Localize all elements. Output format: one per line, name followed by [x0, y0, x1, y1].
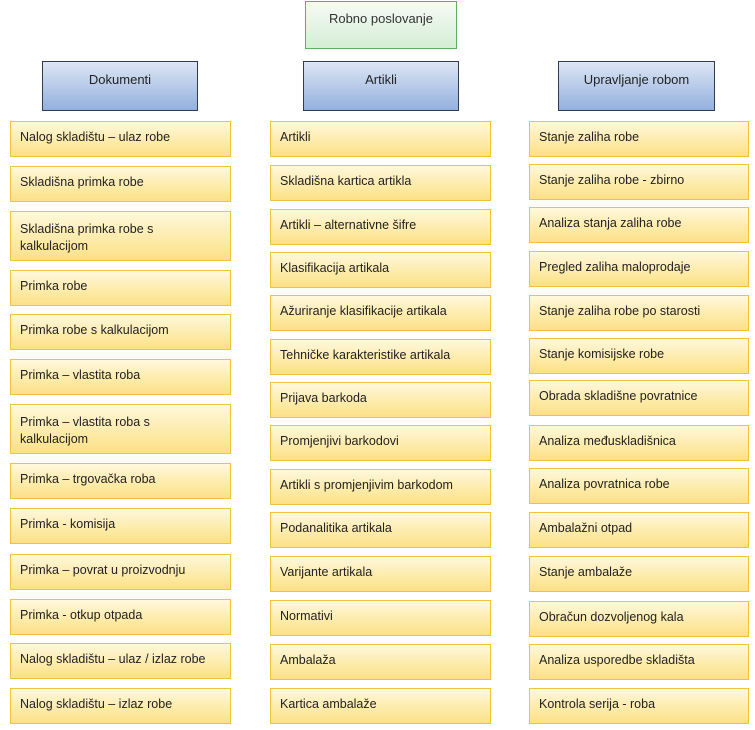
list-item: Prijava barkoda	[270, 382, 491, 418]
list-item: Kontrola serija - roba	[529, 688, 749, 724]
list-item: Primka – vlastita roba s kalkulacijom	[10, 404, 231, 454]
list-item: Primka robe	[10, 270, 231, 306]
list-item: Primka – povrat u proizvodnju	[10, 554, 231, 590]
list-item: Podanalitika artikala	[270, 512, 491, 548]
list-item: Nalog skladištu – ulaz robe	[10, 121, 231, 157]
list-item: Nalog skladištu – ulaz / izlaz robe	[10, 643, 231, 679]
header-upravljanje-robom: Upravljanje robom	[558, 61, 715, 111]
list-item: Skladišna primka robe	[10, 166, 231, 202]
list-item: Primka - otkup otpada	[10, 599, 231, 635]
list-item: Stanje ambalaže	[529, 556, 749, 592]
list-item: Ažuriranje klasifikacije artikala	[270, 295, 491, 331]
list-item: Ambalaža	[270, 644, 491, 680]
list-item: Primka - komisija	[10, 508, 231, 544]
list-item: Nalog skladištu – izlaz robe	[10, 688, 231, 724]
header-artikli: Artikli	[303, 61, 459, 111]
list-item: Normativi	[270, 600, 491, 636]
list-item: Skladišna kartica artikla	[270, 165, 491, 201]
list-item: Artikli	[270, 121, 491, 157]
list-item: Obrada skladišne povratnice	[529, 380, 749, 416]
list-item: Obračun dozvoljenog kala	[529, 601, 749, 637]
list-item: Stanje zaliha robe po starosti	[529, 295, 749, 331]
list-item: Klasifikacija artikala	[270, 252, 491, 288]
list-item: Primka – vlastita roba	[10, 359, 231, 395]
list-item: Artikli s promjenjivim barkodom	[270, 469, 491, 505]
list-item: Stanje komisijske robe	[529, 338, 749, 374]
header-dokumenti: Dokumenti	[42, 61, 198, 111]
list-item: Skladišna primka robe s kalkulacijom	[10, 211, 231, 261]
list-item: Promjenjivi barkodovi	[270, 425, 491, 461]
list-item: Primka – trgovačka roba	[10, 463, 231, 499]
list-item: Tehničke karakteristike artikala	[270, 339, 491, 375]
list-item: Analiza međuskladišnica	[529, 425, 749, 461]
list-item: Primka robe s kalkulacijom	[10, 314, 231, 350]
list-item: Kartica ambalaže	[270, 688, 491, 724]
list-item: Ambalažni otpad	[529, 512, 749, 548]
list-item: Analiza usporedbe skladišta	[529, 644, 749, 680]
list-item: Artikli – alternativne šifre	[270, 209, 491, 245]
list-item: Stanje zaliha robe	[529, 121, 749, 157]
root-node: Robno poslovanje	[305, 1, 457, 49]
list-item: Analiza stanja zaliha robe	[529, 207, 749, 243]
list-item: Varijante artikala	[270, 556, 491, 592]
list-item: Stanje zaliha robe - zbirno	[529, 164, 749, 200]
list-item: Pregled zaliha maloprodaje	[529, 251, 749, 287]
list-item: Analiza povratnica robe	[529, 468, 749, 504]
